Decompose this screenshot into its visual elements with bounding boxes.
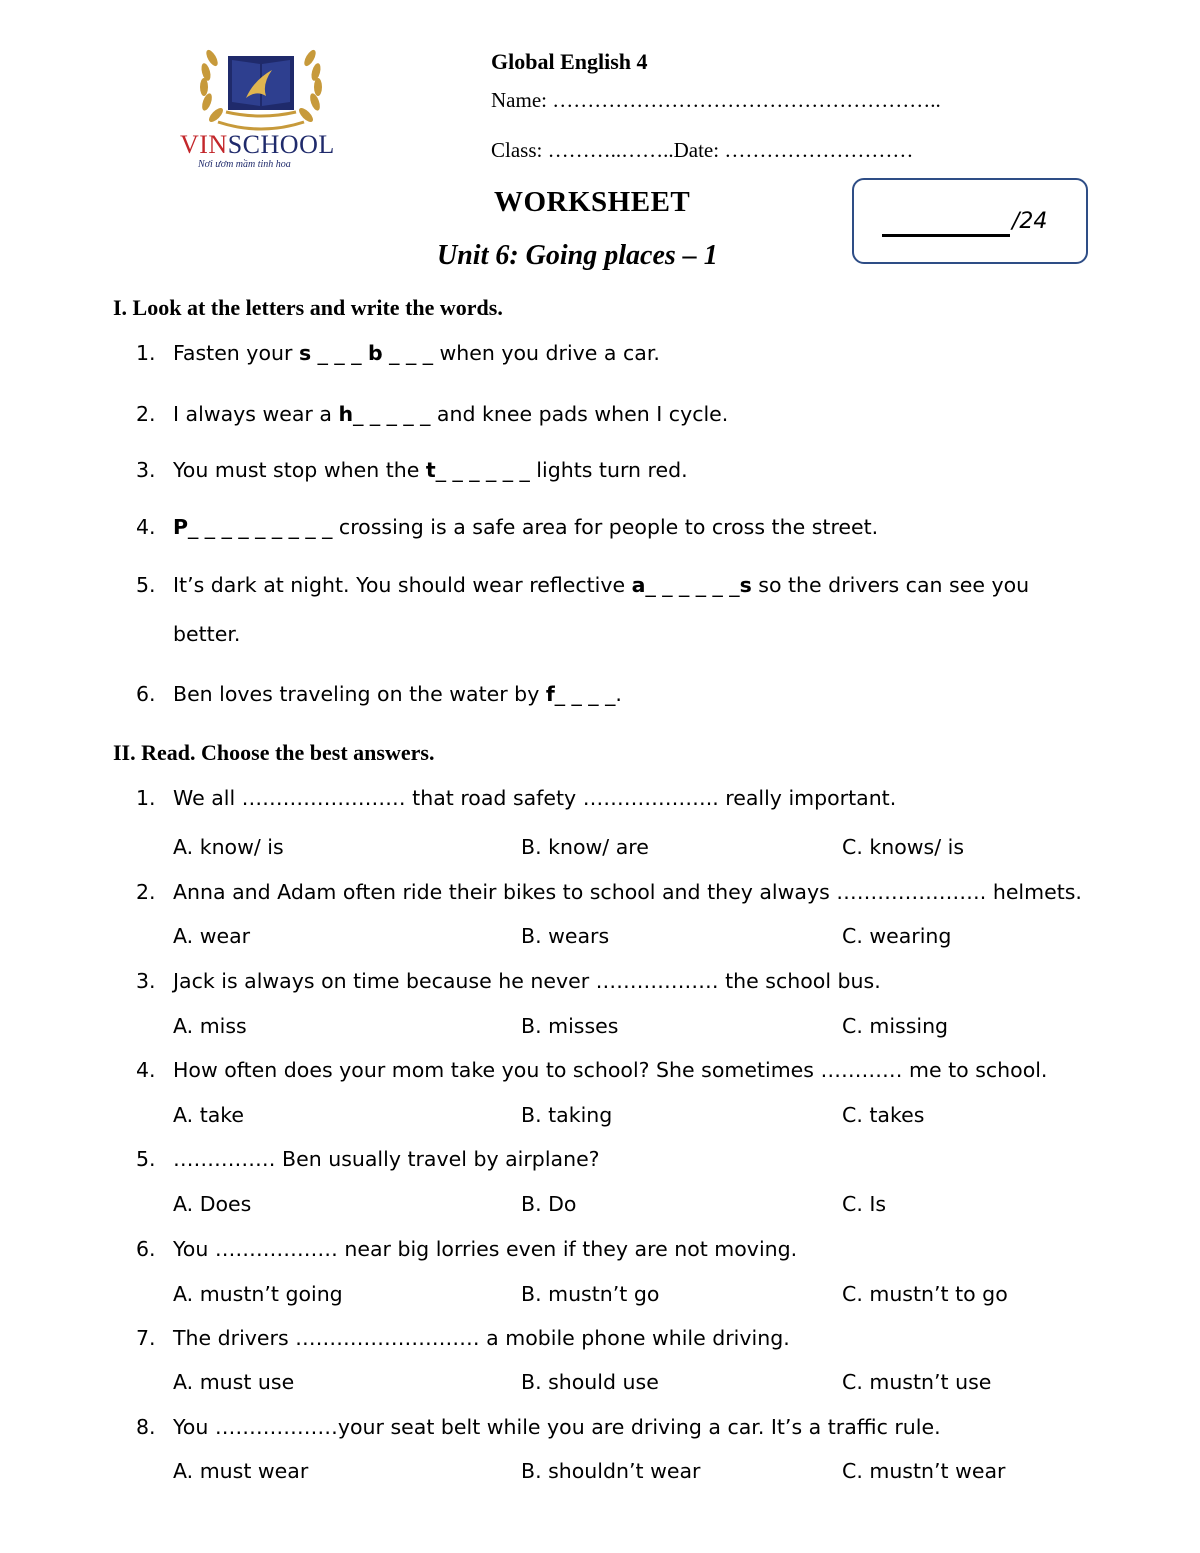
section1-item-4[interactable]: 4. P_ _ _ _ _ _ _ _ _ crossing is a safe area for people to cross the street.: [136, 515, 879, 539]
section1-item-1[interactable]: 1. Fasten your s _ _ _ b _ _ _ when you drive a car.: [136, 341, 660, 365]
book-title: Global English 4: [491, 49, 648, 74]
q1-option-b[interactable]: B. know/ are: [521, 835, 649, 859]
q6-option-a[interactable]: A. mustn’t going: [173, 1282, 343, 1306]
score-blank[interactable]: [882, 234, 1010, 237]
q2-option-a[interactable]: A. wear: [173, 924, 251, 948]
q8-option-b[interactable]: B. shouldn’t wear: [521, 1459, 701, 1483]
q8-option-c[interactable]: C. mustn’t wear: [842, 1459, 1006, 1483]
q2-option-b[interactable]: B. wears: [521, 924, 610, 948]
score-total: /24: [1012, 209, 1048, 234]
vinschool-logo: [176, 40, 346, 175]
logo-wordmark: VINSCHOOL: [180, 130, 335, 159]
q6-option-c[interactable]: C. mustn’t to go: [842, 1282, 1008, 1306]
q7-option-b[interactable]: B. should use: [521, 1370, 659, 1394]
section1-item-3[interactable]: 3. You must stop when the t_ _ _ _ _ _ lights turn red.: [136, 458, 688, 482]
q5-option-b[interactable]: B. Do: [521, 1192, 577, 1216]
section1-item-5-continuation: better.: [173, 622, 241, 646]
book-laurel-emblem-icon: [176, 40, 346, 135]
q7-option-a[interactable]: A. must use: [173, 1370, 295, 1394]
section2-question-1: 1. We all …………………… that road safety ……………….. really important.: [136, 786, 897, 810]
section2-question-7: 7. The drivers ……………………… a mobile phone while driving.: [136, 1326, 790, 1350]
q6-option-b[interactable]: B. mustn’t go: [521, 1282, 660, 1306]
section1-heading: I. Look at the letters and write the words.: [113, 295, 503, 320]
q5-option-c[interactable]: C. Is: [842, 1192, 887, 1216]
section2-question-2: 2. Anna and Adam often ride their bikes to school and they always …………………. helmets.: [136, 880, 1082, 904]
section2-question-8: 8. You ………………your seat belt while you are driving a car. It’s a traffic rule.: [136, 1415, 941, 1439]
q1-option-c[interactable]: C. knows/ is: [842, 835, 964, 859]
name-field[interactable]: Name: ………………………………………………..: [491, 88, 941, 112]
section1-item-5[interactable]: 5. It’s dark at night. You should wear reflective a_ _ _ _ _ _s so the drivers can see you: [136, 573, 1030, 597]
unit-title: Unit 6: Going places – 1: [437, 240, 718, 271]
section1-item-6[interactable]: 6. Ben loves traveling on the water by f_ _ _ _.: [136, 682, 622, 706]
q1-option-a[interactable]: A. know/ is: [173, 835, 284, 859]
q3-option-b[interactable]: B. misses: [521, 1014, 619, 1038]
q3-option-a[interactable]: A. miss: [173, 1014, 247, 1038]
q7-option-c[interactable]: C. mustn’t use: [842, 1370, 992, 1394]
class-date-field[interactable]: Class: ………..……..Date: ………………………: [491, 138, 914, 162]
q5-option-a[interactable]: A. Does: [173, 1192, 252, 1216]
q4-option-a[interactable]: A. take: [173, 1103, 245, 1127]
q4-option-b[interactable]: B. taking: [521, 1103, 613, 1127]
section2-question-3: 3. Jack is always on time because he never ……………… the school bus.: [136, 969, 881, 993]
section1-item-2[interactable]: 2. I always wear a h_ _ _ _ _ and knee pads when I cycle.: [136, 402, 729, 426]
q3-option-c[interactable]: C. missing: [842, 1014, 949, 1038]
logo-tagline: Nơi ươm mầm tinh hoa: [198, 159, 291, 170]
score-box: [852, 178, 1088, 264]
q4-option-c[interactable]: C. takes: [842, 1103, 925, 1127]
q2-option-c[interactable]: C. wearing: [842, 924, 952, 948]
section2-question-5: 5. …………… Ben usually travel by airplane?: [136, 1147, 600, 1171]
q8-option-a[interactable]: A. must wear: [173, 1459, 309, 1483]
section2-heading: II. Read. Choose the best answers.: [113, 740, 435, 765]
section2-question-4: 4. How often does your mom take you to school? She sometimes ………… me to school.: [136, 1058, 1048, 1082]
worksheet-title: WORKSHEET: [494, 186, 691, 218]
section2-question-6: 6. You ……………… near big lorries even if they are not moving.: [136, 1237, 798, 1261]
